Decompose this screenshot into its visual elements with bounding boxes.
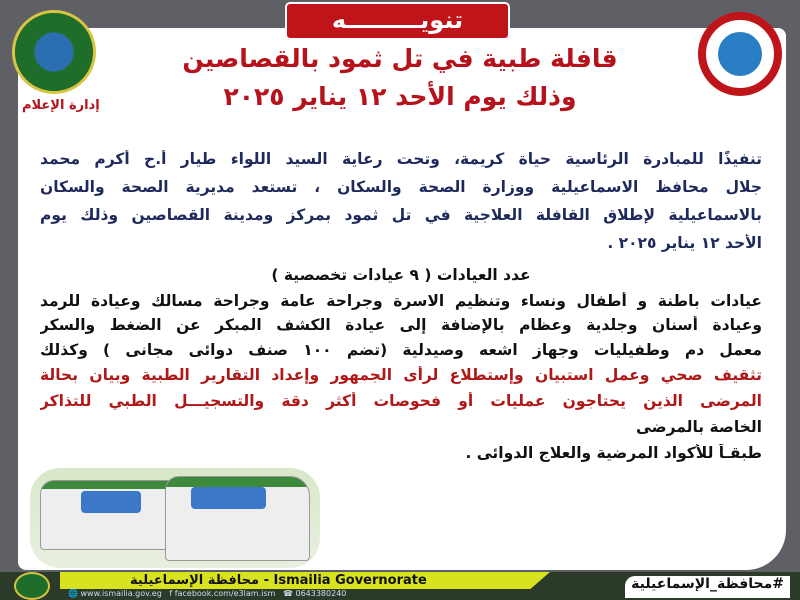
title-line-2: وذلك يوم الأحد ١٢ يناير ٢٠٢٥ xyxy=(223,82,577,111)
paragraph1-line: جلال محافظ الاسماعيلية ووزارة الصحة والسكان ، تستعد مديرية الصحة والسكان xyxy=(40,178,762,196)
paragraph1-line: بالاسماعيلية لإطلاق القافلة العلاجية في تل ثمود بمركز ومدينة القصاصين وذلك يوم xyxy=(40,206,762,224)
paragraph1-line: الأحد ١٢ يناير ٢٠٢٥ . xyxy=(607,234,762,252)
family-icon xyxy=(718,32,762,76)
phone-number: 0643380240 xyxy=(295,589,347,598)
media-department-label: إدارة الإعلام xyxy=(22,98,100,113)
facebook-link[interactable]: facebook.com/e3lam.ism xyxy=(174,589,276,598)
footer-links xyxy=(68,589,346,598)
globe-icon: 🌐 xyxy=(68,589,78,598)
facebook-icon: f xyxy=(169,589,173,598)
paragraph2-line: معمل دم وطفيليات وجهاز اشعه وصيدلية (تضم ١٠٠ صنف دوائى مجانى ) وكذلك xyxy=(40,341,762,359)
website-link[interactable]: www.ismailia.gov.eg xyxy=(80,589,162,598)
footer-bar xyxy=(0,572,800,600)
paragraph2-red-line: المرضى الذين يحتاجون عمليات أو فحوصات أكثر دقة والتسجيـــل الطبي للتذاكر xyxy=(40,392,762,410)
ismailia-governorate-logo xyxy=(12,10,96,94)
paragraph3-line: الخاصة بالمرضى xyxy=(635,418,762,436)
paragraph1-line: تنفيذًا للمبادرة الرئاسية حياة كريمة، وتحت رعاية السيد اللواء طيار أ.ح أكرم محمد xyxy=(40,150,762,168)
paragraph2-red-line: تثقيف صحي وعمل استبيان وإستطلاع لرأى الجمهور وإعداد التقارير الطبية وبيان بحالة xyxy=(40,366,762,384)
footer-hashtag: #محافظة_الإسماعيلية xyxy=(625,576,790,598)
paragraph2-line: عيادات باطنة و أطفال ونساء وتنظيم الاسرة وجراحة عامة وجراحة مسالك وعيادة للرمد xyxy=(40,292,762,310)
paragraph2-line: وعيادة أسنان وجلدية وعظام بالإضافة إلى عيادة الكشف المبكر عن الضغط والسكر xyxy=(40,316,762,334)
phone-icon: ☎ xyxy=(282,589,293,598)
paragraph3-line: طبقـاً للأكواد المرضية والعلاج الدوائى . xyxy=(465,444,762,462)
ministry-of-health-logo xyxy=(698,12,782,96)
footer-governorate-logo xyxy=(14,572,50,600)
medical-convoy-vans-photo xyxy=(30,468,320,568)
announcement-badge: تنويـــــــــه xyxy=(285,2,510,40)
footer-title: محافظة الإسماعيلية - Ismailia Governorate xyxy=(130,573,427,588)
title-line-1: قافلة طبية في تل ثمود بالقصاصين xyxy=(182,44,618,73)
clinics-heading: عدد العيادات ( ٩ عيادات تخصصية ) xyxy=(271,266,531,284)
